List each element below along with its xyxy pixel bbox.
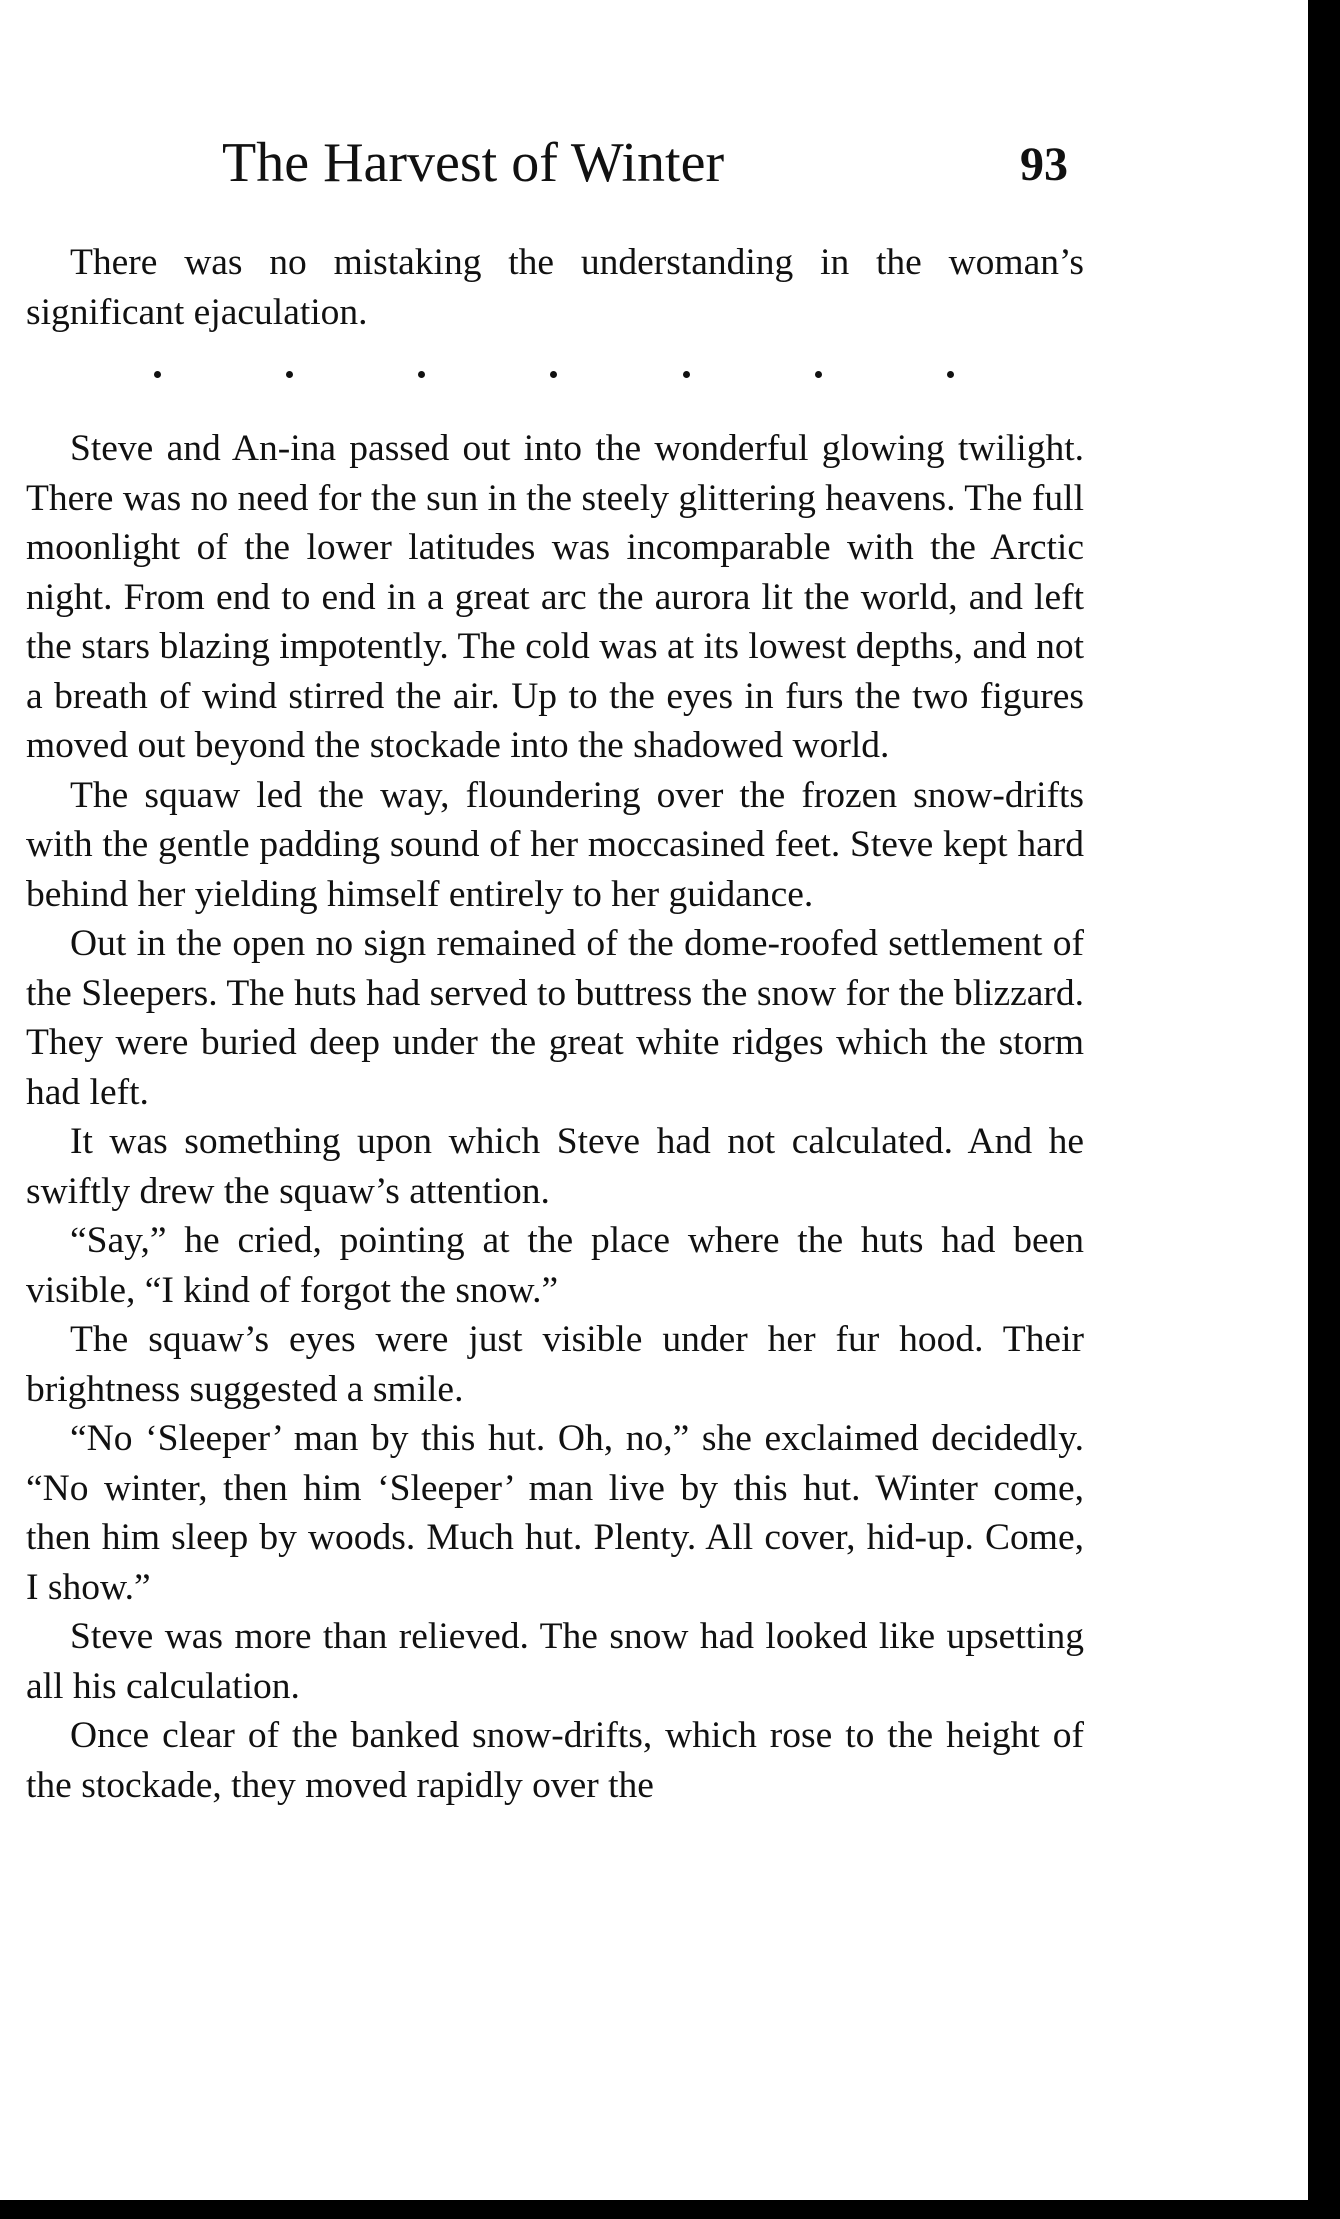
section-break-dot: [418, 371, 425, 378]
paragraph: Once clear of the banked snow-drifts, which rose to the height of the stockade, they moved rapidly over the: [26, 1715, 1084, 1806]
section-break-dot: [815, 371, 822, 378]
scan-right-edge: [1308, 0, 1340, 2219]
paragraph: Steve was more than relieved. The snow had looked like upsetting all his calculation.: [26, 1616, 1084, 1707]
section-break: [154, 371, 954, 378]
body-text: [26, 238, 1084, 1810]
paragraph: The squaw led the way, floundering over the frozen snow-drifts with the gentle padding sound of her moccasined feet. Steve kept hard behind her yielding himself entirely to her guidance.: [26, 774, 1084, 915]
section-break-dot: [683, 371, 690, 378]
section-break-dot: [947, 371, 954, 378]
running-title: The Harvest of Winter: [222, 132, 725, 194]
section-break-dot: [286, 371, 293, 378]
section-break-dot: [550, 371, 557, 378]
paragraph: Steve and An-ina passed out into the wonderful glowing twilight. There was no need for the sun in the steely glittering heavens. The full moonlight of the lower latitudes was incomparable with the Arctic night. From end to end in a great arc the aurora lit the world, and left the stars blazing impotently. The cold was at its lowest depths, and not a breath of wind stirred the air. Up to the eyes in furs the two figures moved out beyond the stockade into the shadowed world.: [26, 428, 1084, 766]
scan-bottom-edge: [0, 2200, 1340, 2219]
paragraph: It was something upon which Steve had not calculated. And he swiftly drew the squaw’s attention.: [26, 1121, 1084, 1212]
paragraph: Out in the open no sign remained of the dome-roofed settlement of the Sleepers. The huts had served to buttress the snow for the blizzard. They were buried deep under the great white ridges which the storm had left.: [26, 923, 1084, 1113]
page-number: 93: [1020, 138, 1068, 191]
paragraph: “No ‘Sleeper’ man by this hut. Oh, no,” she exclaimed decidedly. “No winter, then him ‘Sleeper’ man live by this hut. Winter come, then him sleep by woods. Much hut. Plenty. All cover, hid-up. Come, I show.”: [26, 1418, 1084, 1608]
paragraph: The squaw’s eyes were just visible under her fur hood. Their brightness suggested a smile.: [26, 1319, 1084, 1410]
section-break-dot: [154, 371, 161, 378]
page-header: [0, 128, 1308, 198]
paragraph: There was no mistaking the understanding in the woman’s significant ejaculation.: [26, 242, 1084, 333]
paragraph: “Say,” he cried, pointing at the place where the huts had been visible, “I kind of forgot the snow.”: [26, 1220, 1084, 1311]
